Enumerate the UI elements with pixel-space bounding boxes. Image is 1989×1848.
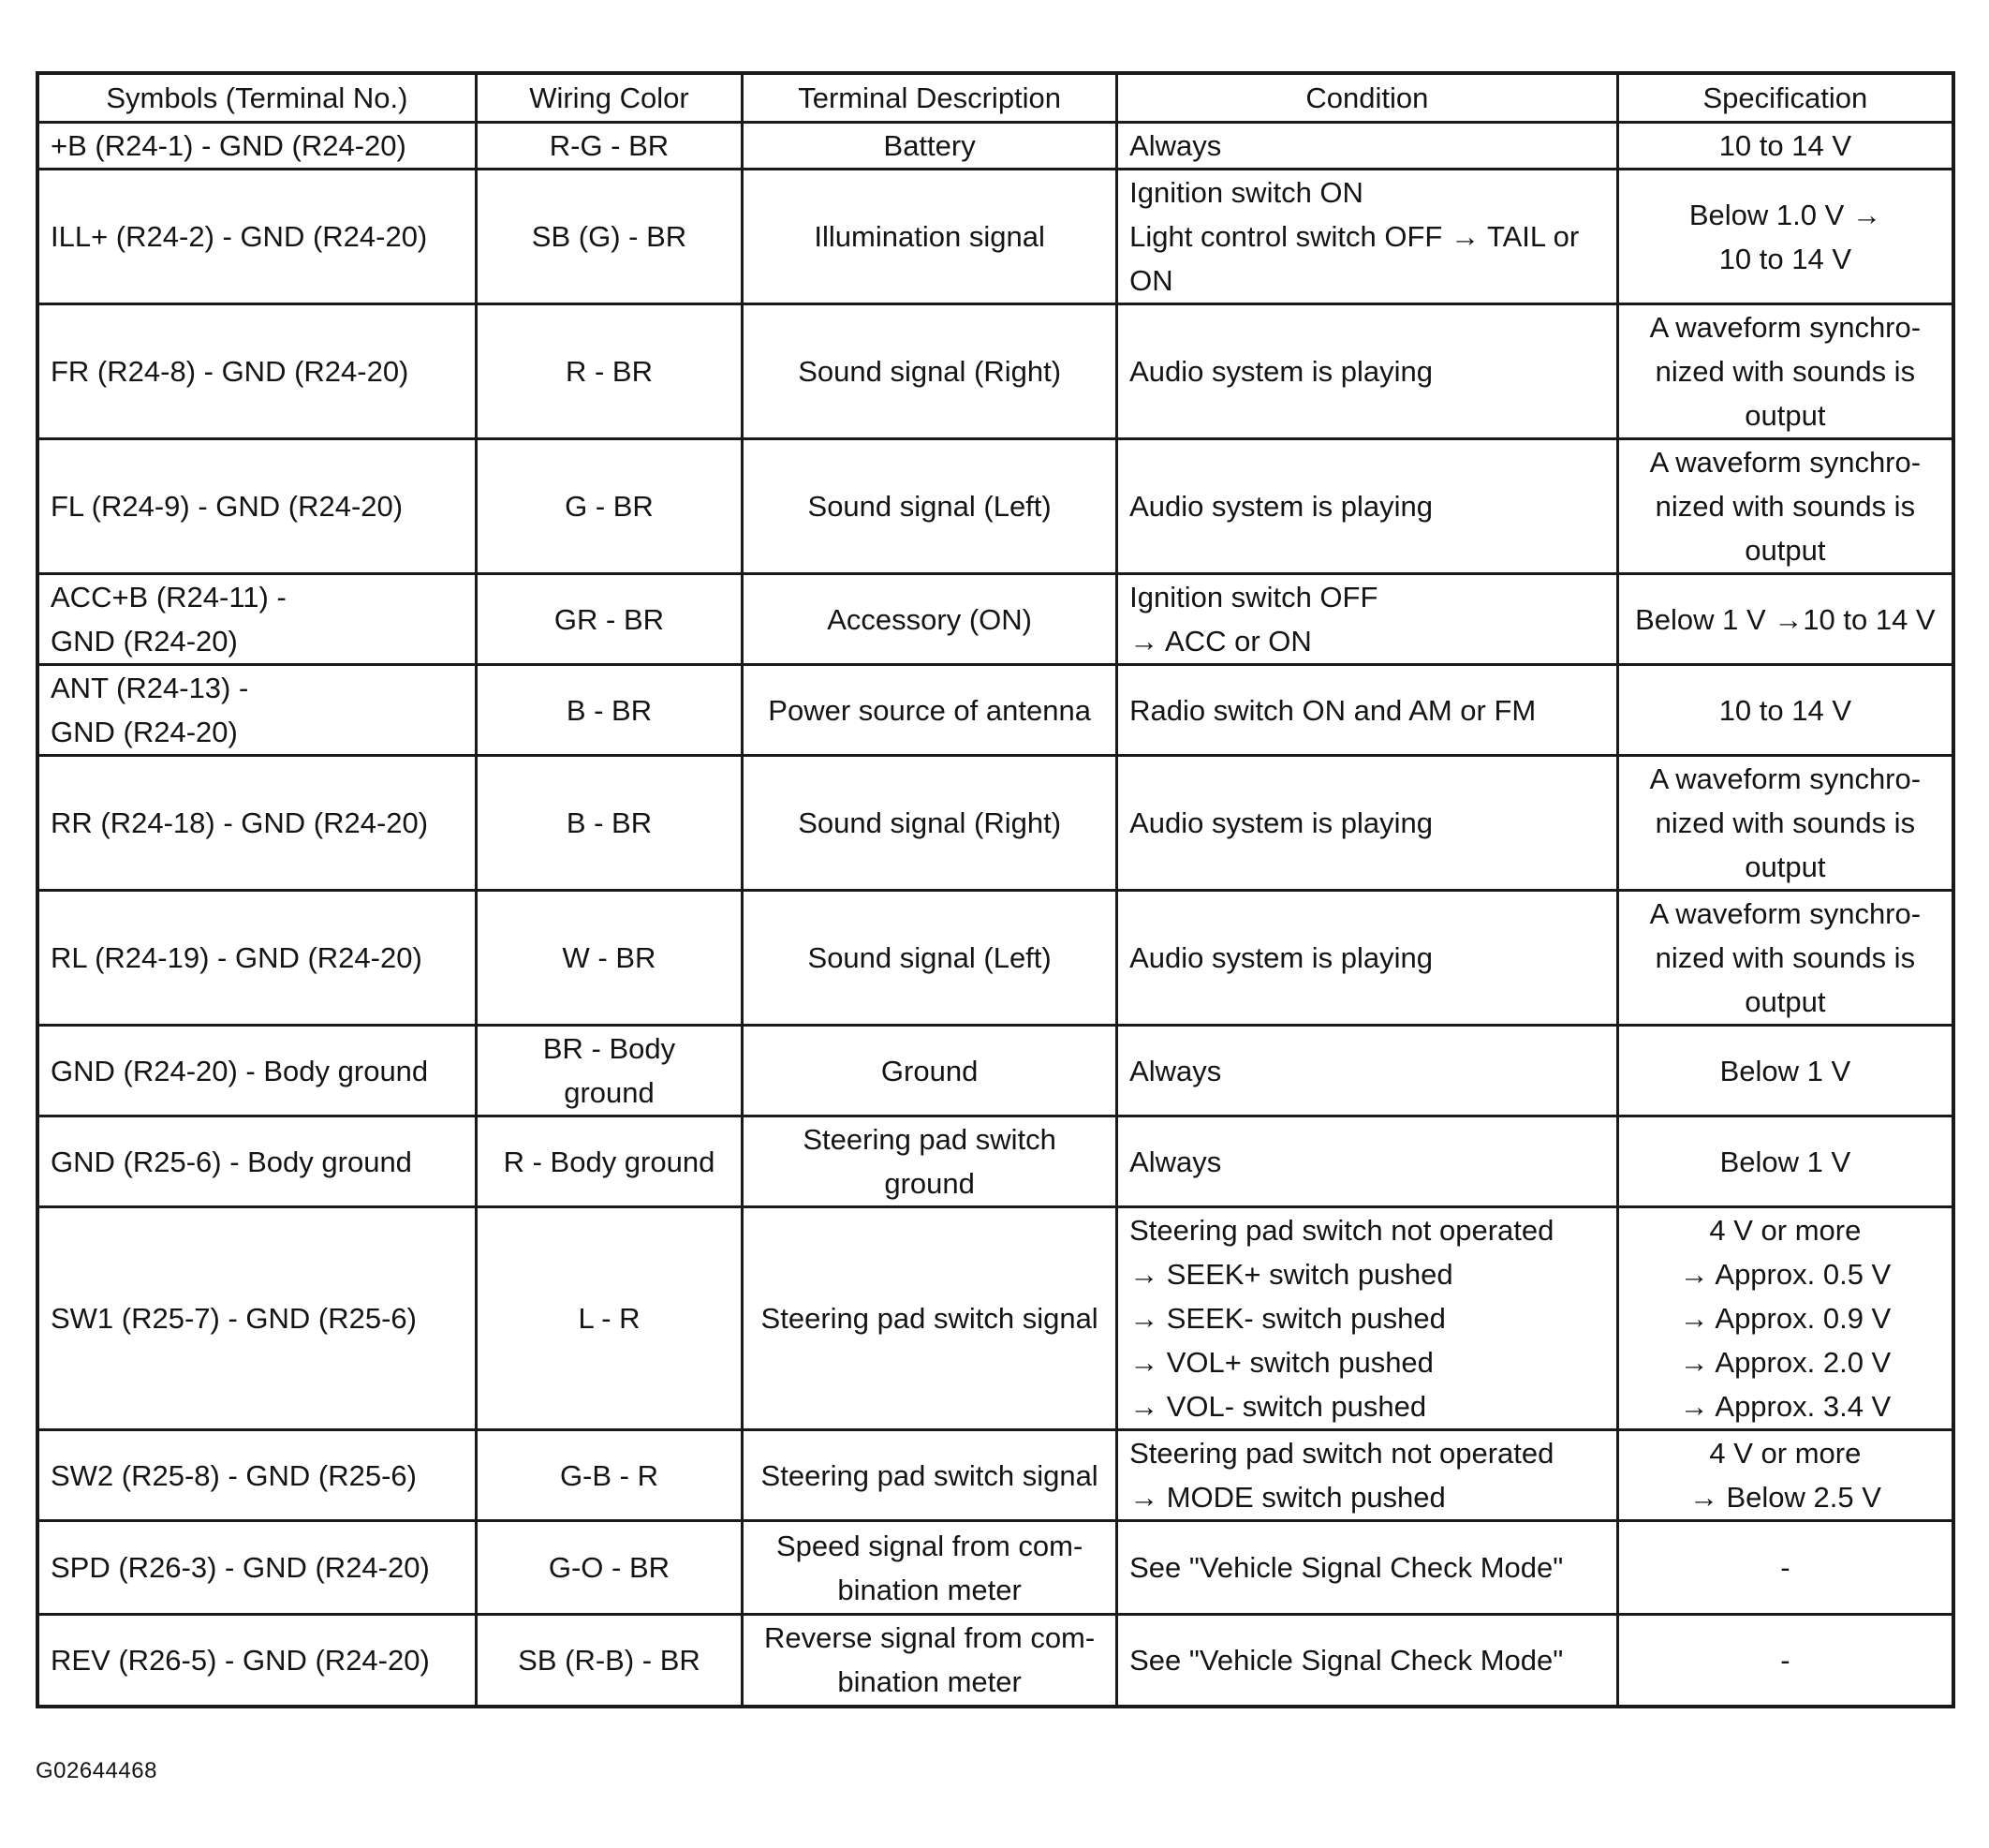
symbol-line: SW2 (R25-8) - GND (R25-6) (51, 1458, 417, 1492)
header-wiring-color: Wiring Color (476, 73, 742, 123)
symbol-line: ILL+ (R24-2) - GND (R24-20) (51, 220, 428, 253)
terminal-description-line: Steering pad switch signal (760, 1458, 1098, 1492)
specification-line: → Below 2.5 V (1688, 1481, 1881, 1514)
terminal-description-cell (743, 1430, 1117, 1521)
condition-line: Audio system is playing (1129, 490, 1434, 523)
specification-line: Below 1 V (1719, 1054, 1851, 1087)
specification-line: A waveform synchro- (1649, 762, 1922, 795)
terminal-description-line: Illumination signal (814, 220, 1045, 253)
symbol-cell (37, 304, 476, 439)
specification-cell (1617, 1615, 1953, 1707)
terminal-description-line: Accessory (ON) (827, 602, 1032, 636)
specification-cell (1617, 1026, 1953, 1116)
terminal-description-line: Reverse signal from com- (764, 1621, 1096, 1655)
condition-line: Always (1129, 129, 1222, 162)
condition-cell (1117, 1026, 1618, 1116)
wiring-color-line: R-G - BR (549, 129, 670, 162)
wiring-color-line: SB (R-B) - BR (518, 1643, 700, 1677)
specification-line: A waveform synchro- (1649, 446, 1922, 479)
terminal-description-line: Battery (883, 129, 976, 162)
symbol-line: GND (R24-20) (51, 716, 238, 748)
terminal-description-line: Power source of antenna (768, 693, 1091, 727)
table-row (37, 170, 1953, 304)
terminal-description-cell (743, 123, 1117, 170)
terminal-spec-table (36, 71, 1955, 1708)
header-condition: Condition (1117, 73, 1618, 123)
condition-cell (1117, 439, 1618, 574)
condition-cell (1117, 1430, 1618, 1521)
wiring-color-line: B - BR (566, 806, 653, 839)
wiring-color-line: BR - Body (542, 1032, 676, 1065)
condition-line: Steering pad switch not operated (1129, 1437, 1554, 1470)
specification-line: nized with sounds is (1655, 490, 1916, 523)
wiring-color-cell (476, 665, 742, 756)
table-row (37, 1521, 1953, 1615)
symbol-line: FR (R24-8) - GND (R24-20) (51, 355, 409, 388)
specification-line: nized with sounds is (1655, 355, 1916, 388)
symbol-cell (37, 1116, 476, 1207)
specification-line: 4 V or more (1709, 1214, 1862, 1247)
terminal-description-cell (743, 665, 1117, 756)
symbol-line: GND (R24-20) - Body ground (51, 1054, 429, 1087)
terminal-description-line: Steering pad switch (803, 1123, 1056, 1156)
specification-line: output (1745, 534, 1826, 567)
condition-line: → MODE switch pushed (1129, 1481, 1446, 1514)
table-row (37, 1207, 1953, 1430)
header-specification: Specification (1617, 73, 1953, 123)
wiring-color-line: W - BR (562, 941, 656, 974)
condition-cell (1117, 891, 1618, 1026)
terminal-description-line: Sound signal (Left) (807, 941, 1052, 974)
terminal-description-line: Sound signal (Right) (798, 806, 1062, 839)
terminal-description-line: Sound signal (Left) (807, 490, 1052, 523)
symbol-cell (37, 1026, 476, 1116)
wiring-color-cell (476, 1615, 742, 1707)
condition-cell (1117, 304, 1618, 439)
terminal-description-cell (743, 1026, 1117, 1116)
terminal-description-cell (743, 170, 1117, 304)
wiring-color-cell (476, 756, 742, 891)
specification-line: nized with sounds is (1655, 941, 1916, 974)
wiring-color-line: SB (G) - BR (531, 220, 687, 253)
header-terminal-description: Terminal Description (743, 73, 1117, 123)
condition-cell (1117, 665, 1618, 756)
specification-line: 10 to 14 V (1718, 242, 1852, 275)
wiring-color-cell (476, 1521, 742, 1615)
condition-line: Radio switch ON and AM or FM (1129, 693, 1537, 727)
condition-line: → VOL+ switch pushed (1129, 1346, 1434, 1379)
wiring-color-cell (476, 1430, 742, 1521)
wiring-color-cell (476, 1116, 742, 1207)
symbol-cell (37, 1615, 476, 1707)
wiring-color-cell (476, 123, 742, 170)
symbol-line: ACC+B (R24-11) - (51, 581, 287, 614)
wiring-color-cell (476, 439, 742, 574)
specification-cell (1617, 891, 1953, 1026)
specification-line: output (1745, 985, 1826, 1018)
wiring-color-line: GR - BR (553, 602, 665, 636)
condition-cell (1117, 123, 1618, 170)
condition-line: Audio system is playing (1129, 806, 1434, 839)
symbol-line: GND (R25-6) - Body ground (51, 1145, 412, 1178)
wiring-color-cell (476, 574, 742, 665)
symbol-line: RL (R24-19) - GND (R24-20) (51, 941, 422, 974)
table-row (37, 123, 1953, 170)
terminal-description-line: bination meter (837, 1573, 1022, 1606)
terminal-description-cell (743, 1207, 1117, 1430)
symbol-line: SW1 (R25-7) - GND (R25-6) (51, 1302, 417, 1335)
specification-cell (1617, 1430, 1953, 1521)
specification-line: → Approx. 2.0 V (1679, 1346, 1892, 1379)
condition-line: Always (1129, 1145, 1222, 1178)
table-row (37, 1026, 1953, 1116)
terminal-description-cell (743, 439, 1117, 574)
specification-line: → Approx. 0.5 V (1679, 1258, 1892, 1291)
symbol-cell (37, 665, 476, 756)
terminal-description-cell (743, 304, 1117, 439)
specification-cell (1617, 304, 1953, 439)
condition-cell (1117, 1521, 1618, 1615)
specification-line: → Approx. 0.9 V (1679, 1302, 1892, 1335)
symbol-cell (37, 891, 476, 1026)
specification-line: nized with sounds is (1655, 806, 1916, 839)
condition-line: → VOL- switch pushed (1129, 1390, 1427, 1423)
terminal-description-cell (743, 574, 1117, 665)
condition-line: → SEEK- switch pushed (1129, 1302, 1446, 1335)
terminal-description-cell (743, 756, 1117, 891)
table-row (37, 756, 1953, 891)
condition-line: Light control switch OFF → TAIL or (1129, 220, 1580, 253)
specification-line: output (1745, 850, 1826, 883)
condition-cell (1117, 1116, 1618, 1207)
header-symbols: Symbols (Terminal No.) (37, 73, 476, 123)
wiring-color-line: G-B - R (559, 1458, 658, 1492)
specification-line: Below 1.0 V → (1688, 198, 1881, 231)
specification-line: 4 V or more (1709, 1437, 1862, 1470)
table-body (37, 123, 1953, 1707)
wiring-color-line: ground (564, 1076, 655, 1109)
wiring-color-cell (476, 891, 742, 1026)
specification-cell (1617, 1116, 1953, 1207)
terminal-description-cell (743, 1116, 1117, 1207)
wiring-color-cell (476, 1026, 742, 1116)
condition-line: Ignition switch ON (1129, 176, 1363, 209)
symbol-line: ANT (R24-13) - (51, 672, 249, 704)
symbol-cell (37, 439, 476, 574)
terminal-description-line: Sound signal (Right) (798, 355, 1062, 388)
specification-line: - (1780, 1551, 1790, 1584)
condition-line: → ACC or ON (1129, 625, 1312, 658)
specification-line: A waveform synchro- (1649, 897, 1922, 930)
symbol-cell (37, 756, 476, 891)
symbol-cell (37, 1207, 476, 1430)
condition-line: Audio system is playing (1129, 941, 1434, 974)
table-row (37, 439, 1953, 574)
table-row (37, 665, 1953, 756)
specification-line: 10 to 14 V (1718, 129, 1852, 162)
specification-line: Below 1 V (1719, 1145, 1851, 1178)
symbol-line: +B (R24-1) - GND (R24-20) (51, 129, 406, 162)
table-row (37, 1615, 1953, 1707)
symbol-line: FL (R24-9) - GND (R24-20) (51, 490, 404, 523)
symbol-cell (37, 170, 476, 304)
symbol-line: GND (R24-20) (51, 625, 238, 658)
terminal-description-line: Speed signal from com- (775, 1529, 1083, 1562)
terminal-description-line: Ground (880, 1054, 979, 1087)
symbol-cell (37, 574, 476, 665)
condition-line: ON (1129, 264, 1173, 297)
wiring-color-line: B - BR (566, 693, 653, 727)
specification-cell (1617, 665, 1953, 756)
condition-line: Ignition switch OFF (1129, 581, 1378, 614)
terminal-description-line: Steering pad switch signal (760, 1302, 1098, 1335)
condition-cell (1117, 756, 1618, 891)
table-row (37, 1430, 1953, 1521)
wiring-color-line: R - BR (565, 355, 653, 388)
specification-line: - (1780, 1643, 1790, 1677)
wiring-color-line: L - R (578, 1302, 641, 1335)
condition-line: Steering pad switch not operated (1129, 1214, 1554, 1247)
wiring-color-line: G - BR (565, 490, 654, 523)
wiring-color-line: R - Body ground (503, 1145, 715, 1178)
symbol-line: SPD (R26-3) - GND (R24-20) (51, 1551, 430, 1584)
specification-cell (1617, 1521, 1953, 1615)
symbol-line: RR (R24-18) - GND (R24-20) (51, 806, 429, 839)
condition-line: Audio system is playing (1129, 355, 1434, 388)
symbol-line: REV (R26-5) - GND (R24-20) (51, 1643, 430, 1677)
specification-line: 10 to 14 V (1718, 693, 1852, 727)
terminal-description-line: bination meter (837, 1665, 1022, 1699)
symbol-cell (37, 123, 476, 170)
table-row (37, 1116, 1953, 1207)
wiring-color-cell (476, 170, 742, 304)
specification-line: output (1745, 399, 1826, 432)
table-row (37, 304, 1953, 439)
table-row (37, 574, 1953, 665)
specification-line: A waveform synchro- (1649, 311, 1922, 344)
table-row (37, 891, 1953, 1026)
condition-cell (1117, 1207, 1618, 1430)
terminal-description-cell (743, 1521, 1117, 1615)
symbol-cell (37, 1521, 476, 1615)
wiring-color-line: G-O - BR (548, 1551, 670, 1584)
specification-cell (1617, 439, 1953, 574)
specification-cell (1617, 1207, 1953, 1430)
specification-cell (1617, 756, 1953, 891)
terminal-description-cell (743, 1615, 1117, 1707)
figure-id: G02644468 (36, 1758, 157, 1783)
condition-line: → SEEK+ switch pushed (1129, 1258, 1453, 1291)
symbol-cell (37, 1430, 476, 1521)
terminal-description-cell (743, 891, 1117, 1026)
condition-line: See "Vehicle Signal Check Mode" (1129, 1643, 1564, 1677)
table-header-row (37, 73, 1953, 123)
condition-line: Always (1129, 1054, 1222, 1087)
condition-cell (1117, 1615, 1618, 1707)
specification-cell (1617, 123, 1953, 170)
specification-cell (1617, 170, 1953, 304)
condition-cell (1117, 170, 1618, 304)
condition-cell (1117, 574, 1618, 665)
wiring-color-cell (476, 304, 742, 439)
specification-line: Below 1 V →10 to 14 V (1635, 602, 1936, 636)
condition-line: See "Vehicle Signal Check Mode" (1129, 1551, 1564, 1584)
specification-line: → Approx. 3.4 V (1679, 1390, 1892, 1423)
wiring-color-cell (476, 1207, 742, 1430)
specification-cell (1617, 574, 1953, 665)
terminal-description-line: ground (884, 1167, 975, 1200)
